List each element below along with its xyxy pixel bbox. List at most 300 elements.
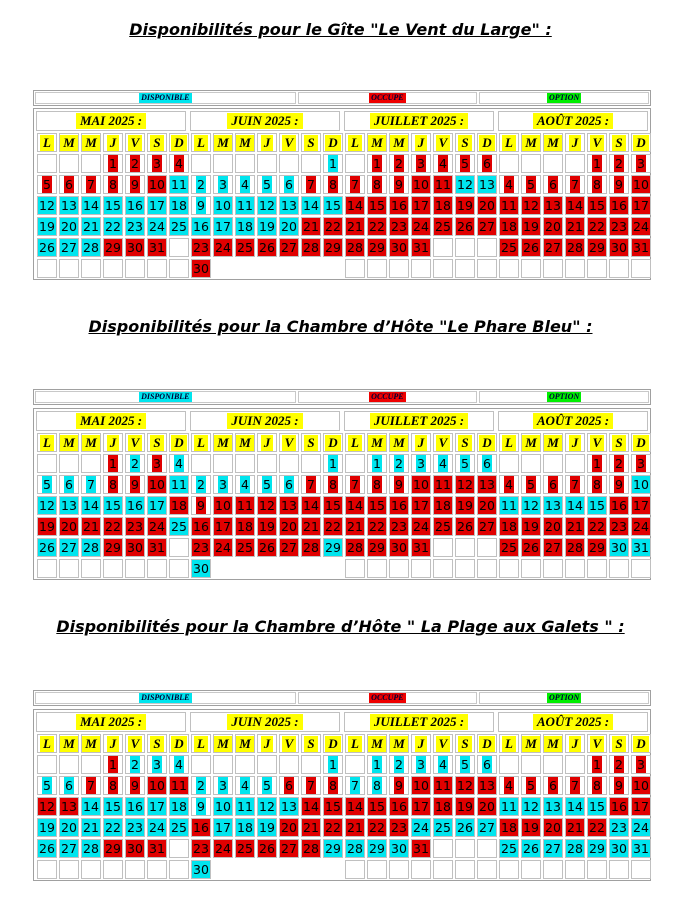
weekday-label: M: [236, 435, 254, 451]
day-number: 4: [505, 778, 513, 793]
day-number: 2: [395, 757, 403, 772]
day-number: 22: [369, 820, 385, 835]
day-cell-occupied: [521, 175, 541, 194]
day-cell-occupied: [499, 175, 519, 194]
day-cell-empty: [433, 538, 453, 557]
day-number: 5: [263, 778, 271, 793]
day-cell-occupied: [103, 776, 123, 795]
day-number: 7: [307, 778, 315, 793]
day-cell-occupied: [499, 238, 519, 257]
day-cell-occupied: [411, 538, 431, 557]
weekday-label: S: [612, 736, 625, 752]
day-cell-occupied: [609, 238, 629, 257]
weekday-header: [521, 734, 541, 753]
day-number: 28: [83, 540, 99, 555]
day-cell-available: [279, 475, 299, 494]
weekday-label: D: [479, 135, 494, 151]
day-cell-occupied: [345, 496, 365, 515]
day-cell-occupied: [587, 175, 607, 194]
day-number: 15: [369, 799, 385, 814]
day-cell-occupied: [81, 517, 101, 536]
day-number: 6: [549, 778, 557, 793]
weekday-label: J: [107, 135, 120, 151]
month-block: [343, 110, 495, 278]
day-number: 12: [457, 778, 473, 793]
day-cell-available: [543, 839, 563, 858]
day-number: 29: [325, 841, 341, 856]
day-number: 12: [39, 498, 55, 513]
day-cell-occupied: [367, 818, 387, 837]
day-number: 26: [259, 240, 275, 255]
day-number: 25: [237, 841, 253, 856]
weekday-label: D: [633, 736, 648, 752]
weekday-header: [147, 433, 167, 452]
day-cell-occupied: [125, 475, 145, 494]
day-number: 4: [175, 456, 183, 471]
weekday-header: [477, 133, 497, 152]
day-cell-empty: [213, 154, 233, 173]
weekday-header: [631, 433, 651, 452]
weekday-label: V: [128, 435, 143, 451]
legend-occupe-label: OCCUPE: [371, 93, 404, 102]
day-cell-occupied: [147, 517, 167, 536]
day-cell-occupied: [609, 196, 629, 215]
weekday-header: [631, 734, 651, 753]
day-number: 20: [61, 219, 77, 234]
day-cell-empty: [543, 154, 563, 173]
day-cell-occupied: [257, 238, 277, 257]
legend-disponible-label: DISPONIBLE: [141, 693, 190, 702]
day-cell-occupied: [345, 538, 365, 557]
day-number: 5: [461, 456, 469, 471]
day-number: 18: [171, 198, 187, 213]
day-cell-available: [323, 454, 343, 473]
weekday-label: D: [171, 736, 186, 752]
day-number: 15: [105, 498, 121, 513]
day-cell-available: [103, 217, 123, 236]
day-cell-empty: [345, 559, 365, 578]
day-cell-occupied: [631, 217, 651, 236]
weekday-label: S: [304, 435, 317, 451]
availability-legend: [33, 690, 651, 706]
day-number: 19: [523, 519, 539, 534]
day-cell-empty: [345, 755, 365, 774]
day-cell-available: [433, 818, 453, 837]
weekday-header: [587, 133, 607, 152]
day-number: 3: [637, 456, 645, 471]
day-number: 13: [545, 799, 561, 814]
weekday-header: [609, 133, 629, 152]
day-number: 8: [593, 477, 601, 492]
day-cell-available: [213, 776, 233, 795]
weekday-header: [477, 433, 497, 452]
day-number: 14: [347, 799, 363, 814]
day-cell-occupied: [631, 175, 651, 194]
day-cell-empty: [565, 559, 585, 578]
day-cell-occupied: [323, 517, 343, 536]
day-number: 7: [351, 778, 359, 793]
day-cell-available: [81, 818, 101, 837]
day-number: 20: [281, 519, 297, 534]
day-cell-occupied: [565, 776, 585, 795]
day-number: 30: [127, 240, 143, 255]
day-number: 28: [347, 841, 363, 856]
day-cell-empty: [543, 259, 563, 278]
day-number: 8: [329, 778, 337, 793]
weekday-header: [169, 433, 189, 452]
day-cell-occupied: [587, 538, 607, 557]
day-cell-available: [169, 175, 189, 194]
day-cell-occupied: [499, 217, 519, 236]
day-cell-occupied: [477, 196, 497, 215]
day-cell-empty: [609, 860, 629, 879]
day-number: 19: [39, 219, 55, 234]
legend-disponible: [35, 92, 296, 104]
day-number: 20: [545, 219, 561, 234]
day-cell-occupied: [411, 496, 431, 515]
day-cell-empty: [59, 559, 79, 578]
day-number: 8: [373, 778, 381, 793]
day-number: 31: [149, 240, 165, 255]
day-number: 10: [633, 477, 649, 492]
month-block: [35, 711, 187, 879]
day-number: 12: [259, 799, 275, 814]
day-number: 31: [413, 540, 429, 555]
day-cell-available: [279, 797, 299, 816]
day-cell-empty: [279, 454, 299, 473]
day-number: 27: [281, 540, 297, 555]
day-cell-occupied: [565, 175, 585, 194]
day-cell-occupied: [543, 475, 563, 494]
weekday-header: [323, 734, 343, 753]
day-number: 8: [109, 477, 117, 492]
day-cell-available: [37, 196, 57, 215]
month-title-label: MAI 2025 :: [76, 413, 146, 429]
day-grid: [497, 433, 649, 578]
day-cell-available: [521, 496, 541, 515]
day-cell-empty: [521, 755, 541, 774]
day-number: 10: [413, 778, 429, 793]
day-cell-empty: [345, 860, 365, 879]
day-cell-empty: [147, 860, 167, 879]
day-cell-available: [631, 475, 651, 494]
day-number: 15: [325, 799, 341, 814]
day-cell-occupied: [103, 238, 123, 257]
weekday-label: S: [458, 135, 471, 151]
day-number: 18: [237, 519, 253, 534]
day-cell-empty: [587, 259, 607, 278]
day-cell-empty: [499, 755, 519, 774]
weekday-header: [103, 433, 123, 452]
day-cell-available: [345, 839, 365, 858]
day-cell-available: [81, 238, 101, 257]
day-number: 11: [435, 177, 451, 192]
day-cell-available: [169, 755, 189, 774]
day-number: 9: [615, 778, 623, 793]
weekday-header: [279, 433, 299, 452]
weekday-header: [609, 433, 629, 452]
day-cell-empty: [609, 559, 629, 578]
day-cell-occupied: [411, 517, 431, 536]
weekday-label: M: [60, 435, 78, 451]
day-cell-empty: [235, 154, 255, 173]
day-cell-empty: [631, 259, 651, 278]
day-cell-empty: [125, 860, 145, 879]
day-cell-occupied: [411, 475, 431, 494]
day-number: 7: [87, 177, 95, 192]
day-number: 25: [171, 820, 187, 835]
day-cell-occupied: [455, 776, 475, 795]
day-cell-occupied: [389, 517, 409, 536]
day-cell-empty: [433, 839, 453, 858]
day-cell-occupied: [323, 475, 343, 494]
day-number: 3: [153, 156, 161, 171]
day-number: 8: [109, 177, 117, 192]
weekday-label: M: [522, 135, 540, 151]
day-number: 27: [545, 841, 561, 856]
day-number: 27: [61, 540, 77, 555]
day-number: 23: [127, 820, 143, 835]
day-number: 8: [373, 477, 381, 492]
day-cell-empty: [37, 154, 57, 173]
day-cell-occupied: [301, 217, 321, 236]
day-cell-available: [477, 454, 497, 473]
weekday-label: V: [128, 736, 143, 752]
day-cell-empty: [367, 559, 387, 578]
day-cell-occupied: [301, 839, 321, 858]
day-number: 29: [589, 240, 605, 255]
day-cell-occupied: [345, 797, 365, 816]
day-cell-available: [191, 797, 211, 816]
weekday-header: [389, 734, 409, 753]
month-title: [36, 411, 186, 431]
day-cell-available: [411, 818, 431, 837]
weekday-label: V: [282, 435, 297, 451]
day-number: 25: [501, 240, 517, 255]
day-cell-available: [257, 797, 277, 816]
day-number: 30: [611, 240, 627, 255]
day-number: 23: [193, 540, 209, 555]
day-cell-available: [587, 797, 607, 816]
day-cell-empty: [411, 559, 431, 578]
day-cell-available: [565, 839, 585, 858]
day-number: 21: [347, 820, 363, 835]
day-cell-occupied: [103, 475, 123, 494]
weekday-header: [279, 133, 299, 152]
day-cell-available: [169, 217, 189, 236]
day-cell-occupied: [631, 755, 651, 774]
day-cell-available: [631, 839, 651, 858]
weekday-header: [631, 133, 651, 152]
weekday-header: [257, 734, 277, 753]
day-cell-occupied: [433, 517, 453, 536]
weekday-header: [543, 433, 563, 452]
day-number: 26: [39, 240, 55, 255]
weekday-label: L: [348, 435, 362, 451]
day-number: 26: [259, 540, 275, 555]
weekday-label: M: [390, 435, 408, 451]
day-cell-occupied: [521, 196, 541, 215]
weekday-label: L: [194, 135, 208, 151]
day-cell-occupied: [301, 496, 321, 515]
day-cell-occupied: [367, 175, 387, 194]
day-number: 21: [567, 820, 583, 835]
weekday-header: [103, 734, 123, 753]
day-number: 30: [391, 540, 407, 555]
day-number: 28: [303, 240, 319, 255]
day-cell-empty: [81, 755, 101, 774]
day-cell-empty: [257, 154, 277, 173]
day-cell-available: [257, 818, 277, 837]
day-number: 30: [391, 240, 407, 255]
day-number: 20: [61, 519, 77, 534]
day-cell-available: [521, 839, 541, 858]
day-cell-available: [235, 818, 255, 837]
day-number: 13: [281, 198, 297, 213]
day-cell-available: [81, 217, 101, 236]
day-number: 13: [61, 799, 77, 814]
day-cell-available: [609, 818, 629, 837]
weekday-label: M: [214, 435, 232, 451]
weekday-label: J: [569, 736, 582, 752]
day-cell-empty: [433, 238, 453, 257]
day-number: 13: [545, 498, 561, 513]
day-cell-available: [389, 454, 409, 473]
weekday-header: [411, 734, 431, 753]
day-cell-occupied: [345, 196, 365, 215]
day-cell-occupied: [609, 755, 629, 774]
day-number: 24: [413, 820, 429, 835]
day-number: 15: [369, 198, 385, 213]
day-cell-empty: [147, 559, 167, 578]
day-number: 1: [329, 456, 337, 471]
day-cell-occupied: [631, 238, 651, 257]
availability-calendar: [33, 108, 651, 280]
legend-option-label: OPTION: [549, 392, 580, 401]
day-grid: [343, 734, 495, 879]
day-cell-empty: [499, 559, 519, 578]
day-number: 12: [523, 498, 539, 513]
day-cell-occupied: [389, 797, 409, 816]
day-cell-occupied: [367, 238, 387, 257]
day-cell-occupied: [235, 538, 255, 557]
day-cell-occupied: [389, 196, 409, 215]
day-cell-available: [59, 839, 79, 858]
day-cell-occupied: [235, 496, 255, 515]
day-number: 3: [219, 177, 227, 192]
day-cell-empty: [631, 860, 651, 879]
day-number: 28: [83, 841, 99, 856]
day-cell-available: [125, 496, 145, 515]
day-cell-occupied: [587, 475, 607, 494]
weekday-label: M: [522, 435, 540, 451]
day-cell-empty: [543, 755, 563, 774]
day-number: 23: [127, 219, 143, 234]
day-number: 17: [215, 519, 231, 534]
day-cell-empty: [543, 860, 563, 879]
day-cell-empty: [59, 259, 79, 278]
day-number: 14: [567, 498, 583, 513]
day-number: 10: [413, 477, 429, 492]
day-number: 31: [413, 240, 429, 255]
month-title: [498, 111, 648, 131]
day-number: 23: [391, 519, 407, 534]
day-cell-occupied: [345, 517, 365, 536]
legend-option-label: OPTION: [549, 93, 580, 102]
day-number: 17: [149, 498, 165, 513]
day-cell-occupied: [433, 797, 453, 816]
day-number: 4: [241, 477, 249, 492]
day-cell-available: [367, 776, 387, 795]
day-number: 24: [633, 820, 649, 835]
day-cell-occupied: [81, 776, 101, 795]
legend-option: [479, 692, 649, 704]
month-title: [498, 411, 648, 431]
day-cell-occupied: [367, 475, 387, 494]
day-number: 2: [197, 778, 205, 793]
day-number: 12: [457, 177, 473, 192]
weekday-label: M: [544, 135, 562, 151]
day-number: 24: [633, 519, 649, 534]
day-cell-available: [81, 196, 101, 215]
day-cell-occupied: [389, 217, 409, 236]
day-number: 14: [347, 498, 363, 513]
weekday-label: M: [522, 736, 540, 752]
day-cell-available: [169, 196, 189, 215]
weekday-header: [147, 734, 167, 753]
day-number: 11: [171, 778, 187, 793]
month-title: [498, 712, 648, 732]
day-number: 24: [633, 219, 649, 234]
day-number: 7: [87, 477, 95, 492]
weekday-header: [565, 133, 585, 152]
day-number: 8: [329, 477, 337, 492]
day-cell-occupied: [631, 517, 651, 536]
day-cell-occupied: [521, 217, 541, 236]
day-cell-empty: [565, 755, 585, 774]
day-number: 2: [615, 156, 623, 171]
day-cell-empty: [499, 259, 519, 278]
month-block: [189, 110, 341, 278]
weekday-label: S: [150, 736, 163, 752]
day-cell-occupied: [367, 154, 387, 173]
day-cell-available: [455, 755, 475, 774]
weekday-header: [169, 734, 189, 753]
weekday-label: M: [60, 736, 78, 752]
day-number: 20: [545, 820, 561, 835]
day-cell-occupied: [631, 797, 651, 816]
day-number: 17: [413, 799, 429, 814]
day-cell-occupied: [103, 175, 123, 194]
day-number: 3: [219, 778, 227, 793]
weekday-header: [543, 734, 563, 753]
day-cell-empty: [81, 559, 101, 578]
day-number: 9: [615, 177, 623, 192]
day-number: 21: [347, 519, 363, 534]
month-title-label: JUILLET 2025 :: [370, 714, 468, 730]
day-number: 18: [237, 219, 253, 234]
weekday-label: S: [304, 736, 317, 752]
day-cell-available: [499, 797, 519, 816]
day-number: 21: [83, 519, 99, 534]
day-number: 12: [523, 799, 539, 814]
day-cell-empty: [37, 860, 57, 879]
day-number: 13: [479, 477, 495, 492]
day-cell-available: [235, 475, 255, 494]
day-cell-available: [191, 475, 211, 494]
day-cell-occupied: [477, 797, 497, 816]
day-cell-occupied: [279, 818, 299, 837]
